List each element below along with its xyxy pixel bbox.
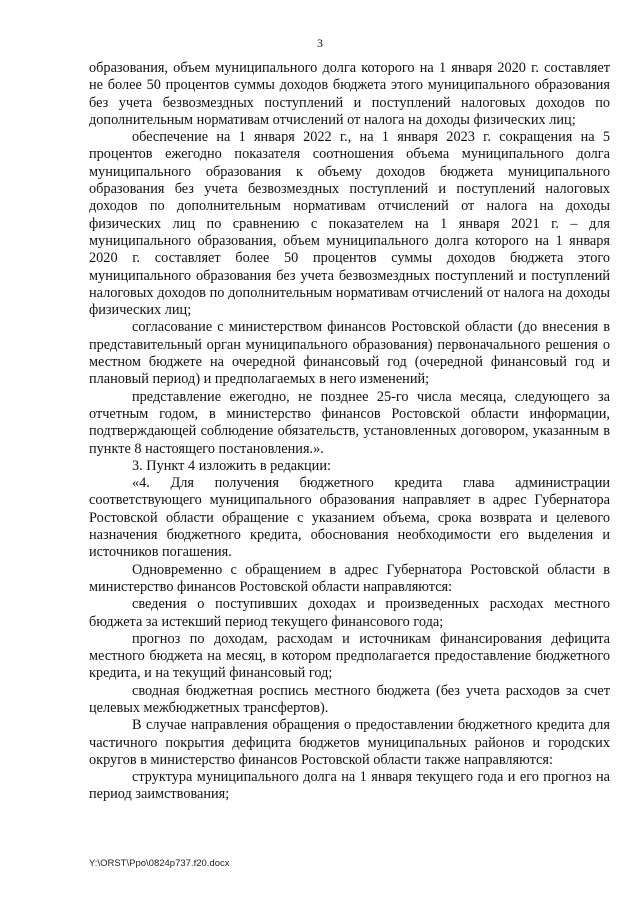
paragraph: В случае направления обращения о предоставлении бюджетного кредита для частичного покрытия дефицита бюджетов муниципальных районов и городских округов в министерство финансов Ростовской области также направляются: <box>89 717 610 768</box>
footer-file-path: Y:\ORST\Ppo\0824p737.f20.docx <box>89 858 230 869</box>
paragraph: сводная бюджетная роспись местного бюджета (без учета расходов за счет целевых межбюджетных трансфертов). <box>89 682 610 716</box>
paragraph: «4. Для получения бюджетного кредита глава администрации соответствующего муниципального образования направляет в адрес Губернатора Ростовской области обращение с указанием объема, срока возврата и целевого назначения бюджетного кредита, обоснования необходимости его выделения и источников погашения. <box>89 475 610 561</box>
paragraph: образования, объем муниципального долга которого на 1 января 2020 г. составляет не более 50 процентов суммы доходов бюджета этого муниципального образования без учета безвозмездных поступлений и поступлений налоговых доходов по дополнительным нормативам отчислений от налога на доходы физических лиц; <box>89 60 610 128</box>
paragraph: структура муниципального долга на 1 января текущего года и его прогноз на период заимствования; <box>89 769 610 803</box>
paragraph: 3. Пункт 4 изложить в редакции: <box>132 457 331 474</box>
paragraph: Одновременно с обращением в адрес Губернатора Ростовской области в министерство финансов Ростовской области направляются: <box>89 561 610 595</box>
paragraph: сведения о поступивших доходах и произведенных расходах местного бюджета за истекший период текущего финансового года; <box>89 596 610 630</box>
paragraph: обеспечение на 1 января 2022 г., на 1 января 2023 г. сокращения на 5 процентов ежегодно показателя соотношения объема муниципального долга муниципального образования к объему доходов бюджета муниципального образования без учета безвозмездных поступлений и поступлений налоговых доходов по дополнительным нормативам отчислений от налога на доходы физических лиц по сравнению с показателем на 1 января 2021 г. – для муниципального образования, объем муниципального долга которого на 1 января 2020 г. составляет более 50 процентов суммы доходов бюджета этого муниципального образования без учета безвозмездных поступлений и поступлений налоговых доходов по дополнительным нормативам отчислений от налога на доходы физических лиц; <box>89 129 610 319</box>
paragraph: представление ежегодно, не позднее 25-го числа месяца, следующего за отчетным годом, в министерство финансов Ростовской области информации, подтверждающей соблюдение обязательств, установленных договором, указанным в пункте 8 настоящего постановления.». <box>89 388 610 457</box>
paragraph: согласование с министерством финансов Ростовской области (до внесения в представительный орган муниципального образования) первоначального решения о местном бюджете на очередной финансовый год (очередной финансовый год и плановый период) и предполагаемых в него изменений; <box>89 319 610 388</box>
page-number: 3 <box>317 36 323 50</box>
paragraph: прогноз по доходам, расходам и источникам финансирования дефицита местного бюджета на месяц, в котором предполагается предоставление бюджетного кредита, и на текущий финансовый год; <box>89 630 610 682</box>
document-body <box>89 60 610 804</box>
